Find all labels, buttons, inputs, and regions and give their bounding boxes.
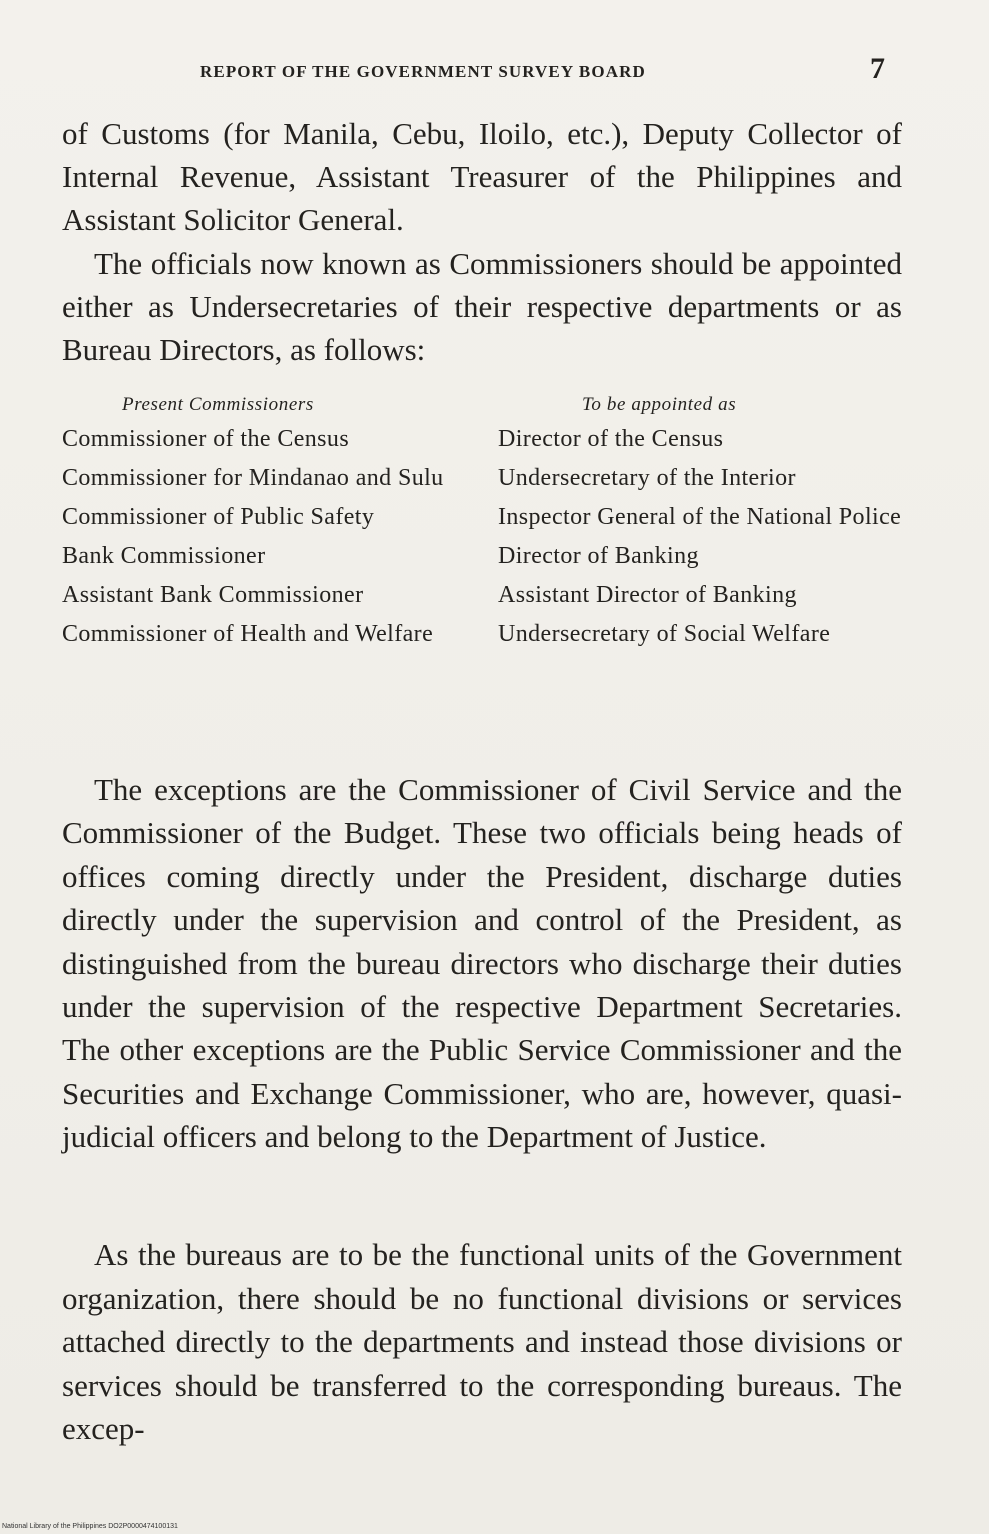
present-commissioner: Commissioner of Health and Welfare: [62, 621, 434, 647]
paragraph-1: of Customs (for Manila, Cebu, Iloilo, etc.), Deputy Collector of Internal Revenue, Assistant Treasurer of the Philippines and Assistant Solicitor General.: [62, 116, 902, 237]
column-heading-present: Present Commissioners: [122, 394, 314, 415]
present-commissioner: Commissioner of the Census: [62, 426, 350, 452]
table-row: [62, 580, 902, 611]
digitization-credit: National Library of the Philippines DO2P0000474100131: [2, 1523, 178, 1530]
table-row: [62, 502, 902, 533]
present-commissioner: Bank Commissioner: [62, 543, 266, 569]
present-commissioner: Commissioner for Mindanao and Sulu: [62, 465, 444, 491]
paragraph-2: The officials now known as Commissioners should be appointed either as Undersecretaries of their respective departments or as Bureau Directors, as follows:: [62, 246, 902, 367]
running-head: REPORT OF THE GOVERNMENT SURVEY BOARD: [200, 62, 646, 81]
table-row: [62, 541, 902, 572]
present-commissioner: Assistant Bank Commissioner: [62, 582, 364, 608]
table-row: [62, 619, 902, 650]
page-number: 7: [870, 52, 885, 85]
present-commissioner: Commissioner of Public Safety: [62, 504, 375, 530]
paragraph-4: As the bureaus are to be the functional units of the Government organization, there should be no functional divisions or services attached directly to the departments and instead those divisions or services should be transferred to the corresponding bureaus. The excep-: [62, 1237, 902, 1446]
appointed-as: Assistant Director of Banking: [498, 582, 797, 608]
appointed-as: Undersecretary of the Interior: [498, 465, 796, 491]
table-row: [62, 463, 902, 494]
column-heading-appointed: To be appointed as: [582, 394, 737, 415]
appointed-as: Director of Banking: [498, 543, 699, 569]
paragraph-3: The exceptions are the Commissioner of Civil Service and the Commissioner of the Budget. These two officials being heads of offices coming directly under the President, discharge duties directly under the supervision and control of the President, as distinguished from the bureau directors who discharge their duties under the supervision of the respective Department Secretaries. The other exceptions are the Public Service Commissioner and the Securities and Exchange Commissioner, who are, however, quasi-judicial officers and belong to the Department of Justice.: [62, 772, 902, 1155]
appointed-as: Inspector General of the National Police: [498, 504, 902, 530]
appointed-as: Undersecretary of Social Welfare: [498, 621, 831, 647]
table-row: [62, 424, 902, 455]
appointed-as: Director of the Census: [498, 426, 724, 452]
appointment-table: [62, 424, 902, 658]
